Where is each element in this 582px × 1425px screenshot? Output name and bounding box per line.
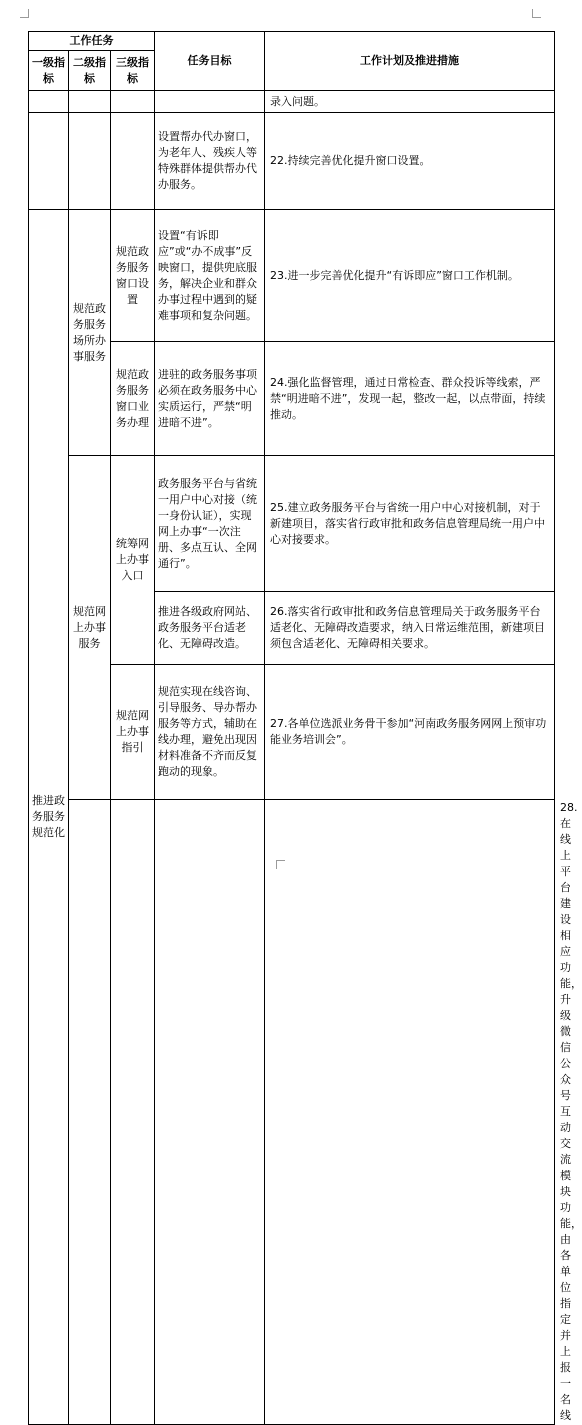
- table-row-r4: [29, 456, 555, 592]
- cell-empty: [29, 91, 69, 113]
- goal-text: 推进各级政府网站、政务服务平台适老化、无障碍改造。: [155, 592, 265, 665]
- table-row-r7: 28.在线上平台建设相应功能，升级微信公众号互动交流模块功能，由各单位指定并上报一名线: [29, 800, 555, 1425]
- goal-text: 设置“有诉即应”或“办不成事”反映窗口，提供兜底服务，解决企业和群众办事过程中遇到的疑难事项和复杂问题。: [155, 210, 265, 342]
- header-measures: 工作计划及推进措施: [265, 32, 555, 91]
- level3-indicator: 统筹网上办事入口: [111, 456, 155, 665]
- cell-empty: [155, 800, 265, 1425]
- header-level2: 二级指标: [69, 51, 111, 91]
- table-row-r0: [29, 91, 555, 113]
- cell-empty: [111, 91, 155, 113]
- measure-text: 26.落实省行政审批和政务信息管理局关于政务服务平台适老化、无障碍改造要求，纳入日常运维范围，新建项目须包含适老化、无障碍相关要求。: [265, 592, 555, 665]
- measure-text: 23.进一步完善优化提升“有诉即应”窗口工作机制。: [265, 210, 555, 342]
- measure-text: 22.持续完善优化提升窗口设置。: [265, 113, 555, 210]
- level3-indicator: 规范政务服务窗口业务办理: [111, 342, 155, 456]
- level1-indicator: 推进政务服务规范化: [29, 210, 69, 1425]
- page-corner-mark-top-right: [532, 9, 541, 18]
- table-row-r1: [29, 113, 555, 210]
- measure-text: 25.建立政务服务平台与省统一用户中心对接机制，对于新建项目，落实省行政审批和政务信息管理局统一用户中心对接要求。: [265, 456, 555, 592]
- cell-empty: [69, 113, 111, 210]
- cell-empty: [69, 800, 111, 1425]
- level3-indicator: 规范政务服务窗口设置: [111, 210, 155, 342]
- header-row-1: [29, 32, 555, 51]
- header-goal: 任务目标: [155, 32, 265, 91]
- cell-empty: [111, 800, 155, 1425]
- measure-text: 录入问题。: [265, 91, 555, 113]
- header-level3: 三级指标: [111, 51, 155, 91]
- level2-indicator: 规范政务服务场所办事服务: [69, 210, 111, 456]
- measure-text: 27.各单位选派业务骨干参加“河南政务服务网网上预审功能业务培训会”。: [265, 665, 555, 800]
- table-row-r2: [29, 210, 555, 342]
- level3-indicator: 规范网上办事指引: [111, 665, 155, 800]
- cell-empty: [265, 800, 555, 1425]
- task-table: [28, 31, 582, 1425]
- cell-empty: [111, 113, 155, 210]
- header-level1: 一级指标: [29, 51, 69, 91]
- cell-empty: [155, 91, 265, 113]
- measure-text: 24.强化监督管理，通过日常检查、群众投诉等线索，严禁“明进暗不进”，发现一起，整改一起，以点带面，持续推动。: [265, 342, 555, 456]
- page-corner-mark-top-left: [20, 9, 29, 18]
- goal-text: 规范实现在线咨询、引导服务、导办帮办服务等方式，辅助在线办理，避免出现因材料准备不齐而反复跑动的现象。: [155, 665, 265, 800]
- level2-indicator: 规范网上办事服务: [69, 456, 111, 800]
- goal-text: 设置帮办代办窗口，为老年人、残疾人等特殊群体提供帮办代办服务。: [155, 113, 265, 210]
- cell-empty: [29, 113, 69, 210]
- cell-empty: [69, 91, 111, 113]
- goal-text: 进驻的政务服务事项必须在政务服务中心实质运行，严禁“明进暗不进”。: [155, 342, 265, 456]
- goal-text: 政务服务平台与省统一用户中心对接（统一身份认证），实现网上办事“一次注册、多点互认、全网通行”。: [155, 456, 265, 592]
- header-task-group: 工作任务: [29, 32, 155, 51]
